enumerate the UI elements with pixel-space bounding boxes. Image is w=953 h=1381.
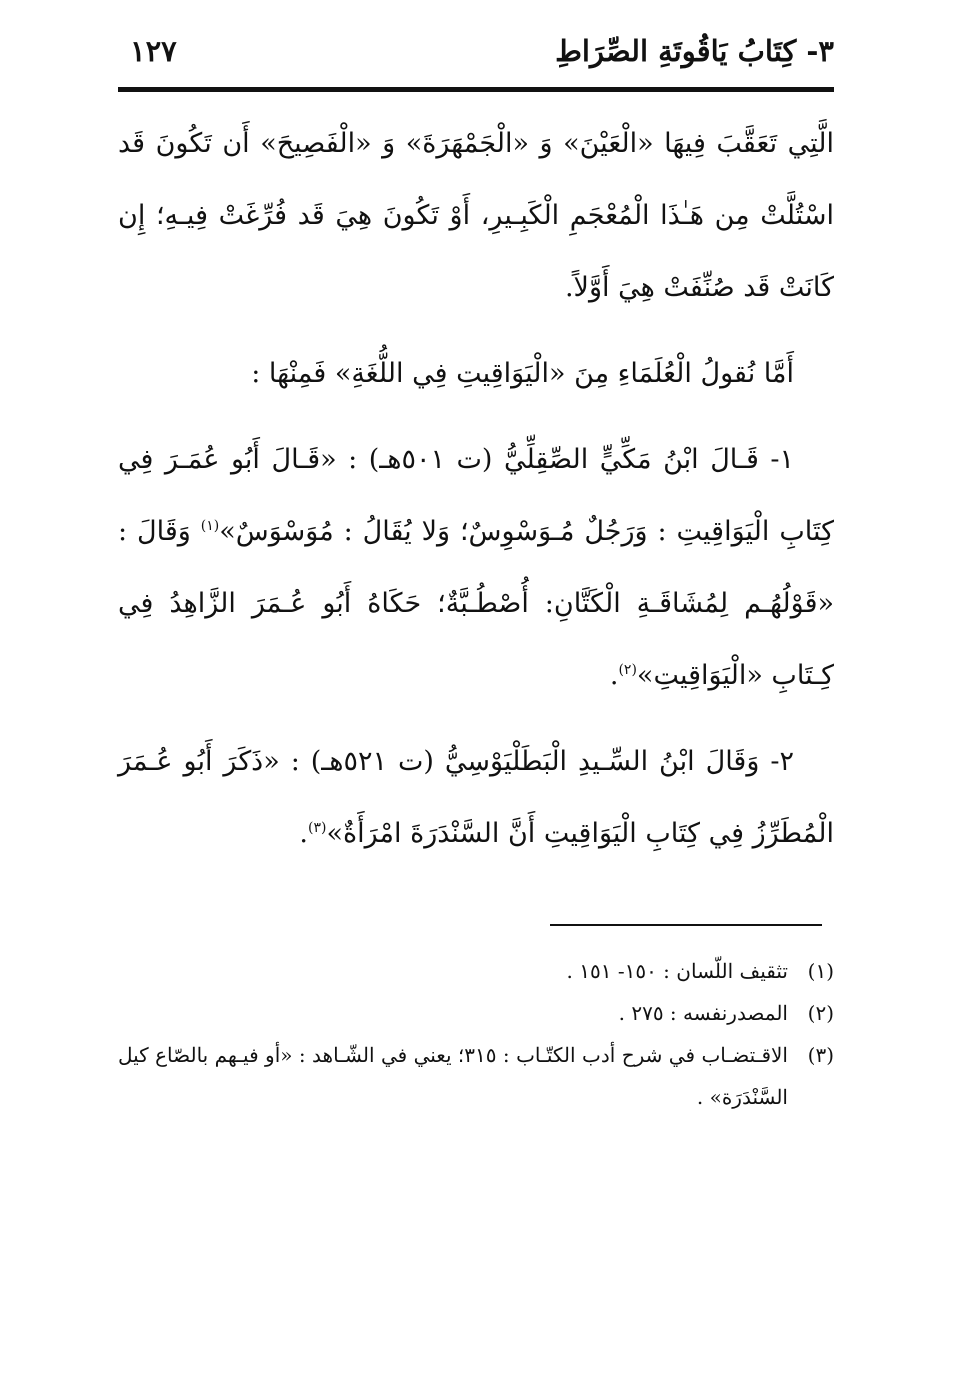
paragraph (118, 338, 834, 410)
page-header (118, 28, 834, 88)
footnote (118, 992, 834, 1034)
paragraph-text: . (299, 818, 308, 849)
footnote (118, 950, 834, 992)
paragraph: الَّتِي تَعَقَّبَ فِيهَا «الْعَيْنَ» وَ «الْجَمْهَرَةَ» وَ «الْفَصِيحَ» أَن تَكُونَ قَد اسْتُلَّتْ مِن هَـٰذَا الْمُعْجَمِ الْكَبِـيرِ، أَوْ تَكُونَ هِيَ قَد فُرِّغَتْ فِيـهِ؛ إِن كَانَتْ قَد صُنِّفَتْ هِيَ أَوَّلاً. (118, 128, 834, 303)
footnote-marker: (٣) (307, 820, 327, 836)
footnote-marker: (١) (200, 518, 220, 534)
body-text (118, 108, 834, 870)
footnotes (118, 950, 834, 1118)
footnote-separator (550, 924, 822, 926)
footnote-text: المصدرنفسه : ٢٧٥ . (618, 1001, 788, 1025)
running-title: ٣- كِتَابُ يَاقُوتَةِ الصِّرَاطِ (555, 34, 834, 68)
paragraph-text: أَمَّا نُقولُ الْعُلَمَاءِ مِنَ «الْيَوَاقِيتِ فِي اللُّغَةِ» فَمِنْهَا : (251, 358, 794, 389)
footnote-text: الاقـتضـاب في شرح أدب الكتّـاب : ٣١٥؛ يعني في الشّـاهد : «أو فيـهم بالصّاع كيل السَّنْدَرَة» . (118, 1043, 788, 1109)
footnote-marker: (٢) (618, 662, 637, 678)
paragraph-text: . (609, 660, 619, 691)
footnote-number: (٢) (807, 1001, 834, 1025)
paragraph (118, 424, 834, 712)
header-rule (118, 87, 834, 92)
paragraph-text: ٢- وَقَالَ ابْنُ السِّـيدِ الْبَطَلْيَوْسِيُّ (ت ٥٢١هـ) : «ذَكَرَ أَبُو عُـمَرَ الْمُطَرِّزُ فِي كِتَابِ الْيَوَاقِيتِ أَنَّ السَّنْدَرَةَ امْرَأَةٌ» (118, 746, 834, 849)
footnote (118, 1034, 834, 1118)
paragraph-text: وَقَالَ : «قَوْلُهُـم لِمُشَاقَـةِ الْكَتَّانِ: أُصْطُـبَّةٌ؛ حَكَاهُ أَبُو عُـمَرَ الزَّاهِدُ فِي كِـتَابِ «الْيَوَاقِيتِ» (118, 516, 834, 691)
paragraph (118, 726, 834, 870)
footnote-number: (٣) (807, 1043, 834, 1067)
footnote-number: (١) (807, 959, 834, 983)
page-number: ١٢٧ (130, 34, 177, 68)
footnote-text: تثقيف اللّسان : ١٥٠- ١٥١ . (566, 959, 788, 983)
paragraph-text: ١- قَـالَ ابْنُ مَكِّيٍّ الصِّقِلِّيُّ (ت ٥٠١هـ) : «قَـالَ أَبُو عُمَـرَ فِي كِتَابِ الْيَوَاقِيتِ : وَرَجُلٌ مُـوَسْوِسٌ؛ وَلا يُقَالُ : مُوَسْوَسٌ» (118, 444, 834, 547)
